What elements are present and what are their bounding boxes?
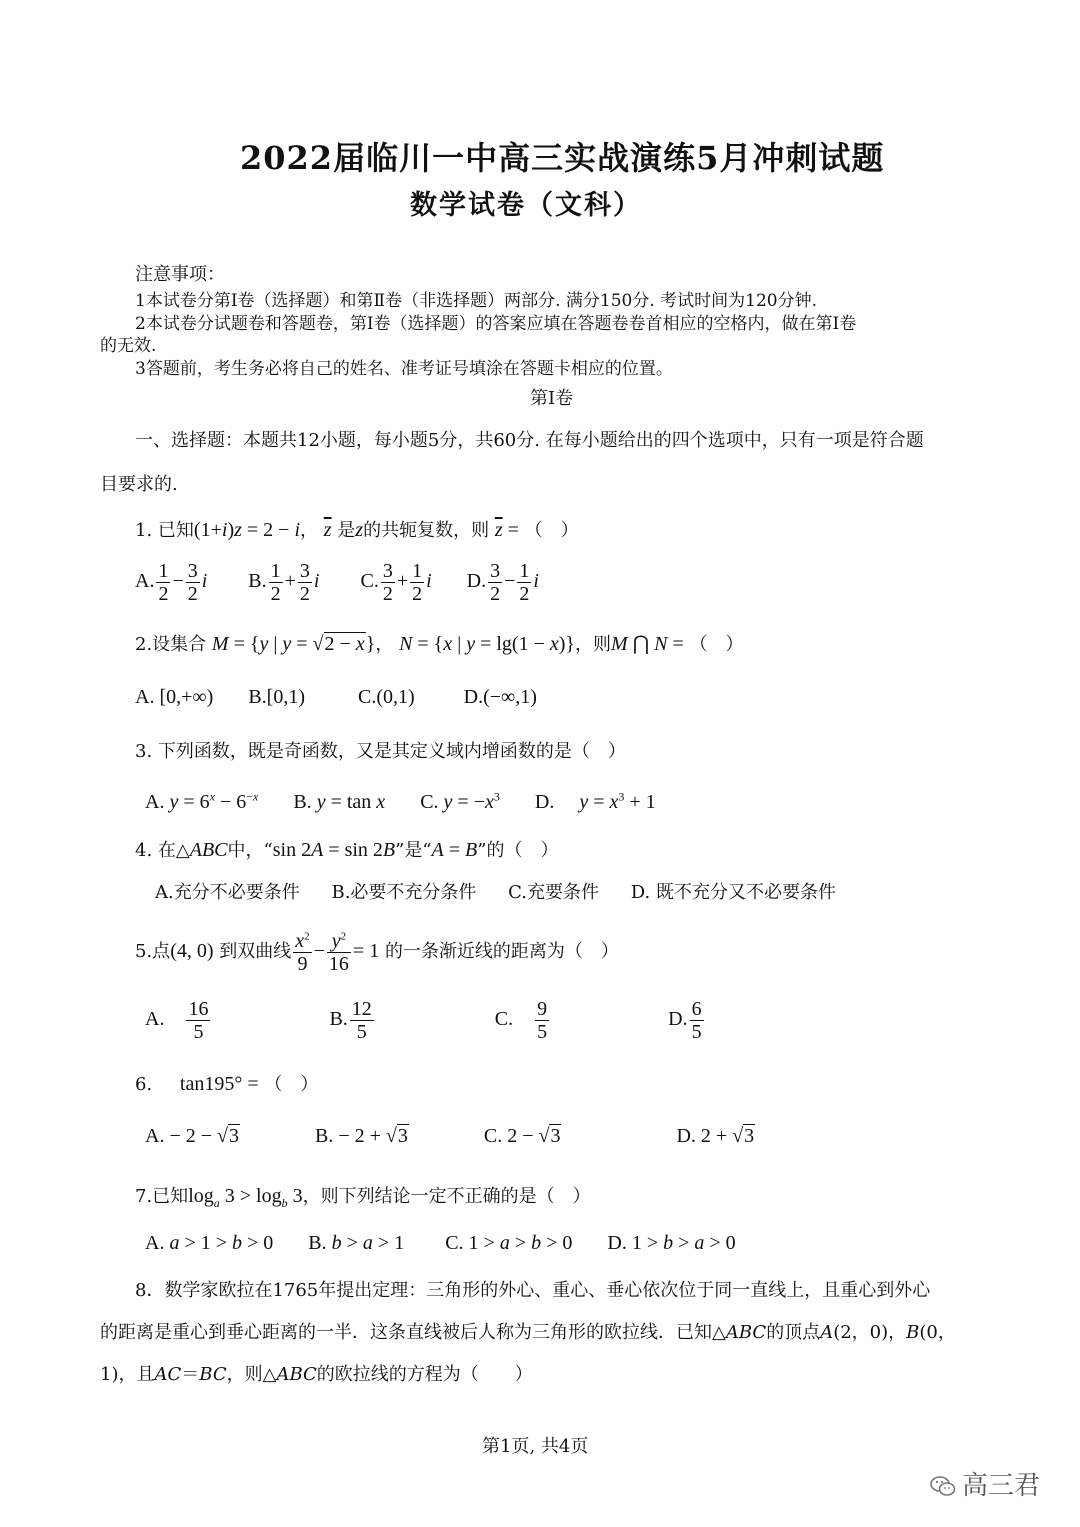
notice-heading: 注意事项：: [135, 264, 225, 285]
q1-option-b: B. $\frac{1}{2}$ + $\frac{3}{2}$ i: [248, 560, 320, 605]
q2-option-b: B.[0,1): [248, 686, 305, 708]
q7-option-a: A. a > 1 > b > 0: [145, 1232, 274, 1254]
q1-option-c: C. $\frac{3}{2}$ + $\frac{1}{2}$ i: [360, 560, 432, 605]
page-footer: 第1页, 共4页: [482, 1436, 589, 1457]
q4-option-d: D. 既不充分又不必要条件: [630, 882, 836, 903]
question-5: 5.点(4, 0) 到双曲线 $\frac{x^2}{9}$ − $\frac{y^2}{16}$ = 1 的一条渐近线的距离为（ ）: [135, 930, 619, 975]
section-heading: 一、选择题：本题共12小题，每小题5分，共60分. 在每小题给出的四个选项中，只有一项是符合题: [135, 430, 924, 451]
question-8-line-2: 的距离是重心到垂心距离的一半．这条直线被后人称为三角形的欧拉线．已知△ABC的顶点A(2，0)，B(0，: [100, 1322, 956, 1343]
question-2-options: [135, 686, 537, 709]
question-4: 4. 在△ABC中，“sin 2A = sin 2B”是“A = B”的（ ）: [135, 839, 559, 861]
q1-conj: $\overline{z}$: [323, 519, 332, 541]
question-6: 6. tan195° = （ ）: [135, 1073, 319, 1095]
question-2: 2.设集合 M = {y | y = √2 − x}， N = {x | y = lg(1 − x)}，则M ⋂ N = （ ）: [135, 633, 744, 655]
q1-expr: (1+i)z = 2 − i: [193, 519, 301, 541]
notice-item-2: 2本试卷分试题卷和答题卷，第Ⅰ卷（选择题）的答案应填在答题卷卷首相应的空格内，做在第Ⅰ卷: [135, 314, 857, 334]
watermark-text: 高三君: [962, 1471, 1041, 1501]
q7-option-b: B. b > a > 1: [308, 1232, 405, 1254]
question-6-options: [145, 1125, 755, 1148]
q6-option-c: C. 2 − √3: [483, 1125, 561, 1147]
q4-option-a: A.充分不必要条件: [155, 882, 300, 903]
question-1-options: [135, 560, 539, 605]
question-1: 1. 已知(1+i)z = 2 − i， $\overline{z}$ 是z的共轭复数，则 $\overline{z}$ = （ ）: [135, 519, 579, 541]
q3-option-c: C. $y = -x^3$: [420, 789, 500, 813]
q3-option-b: B. y = tan x: [293, 791, 386, 813]
q5-option-b: B. $\frac{12}{5}$: [329, 998, 372, 1043]
q1-option-a: A. $\frac{1}{2}$ − $\frac{3}{2}$ i: [135, 560, 208, 605]
q6-option-d: D. 2 + √3: [676, 1125, 755, 1147]
question-3: 3. 下列函数，既是奇函数，又是其定义域内增函数的是（ ）: [135, 741, 626, 762]
q2-option-d: D.(−∞,1): [463, 686, 537, 708]
question-8-line-1: 8．数学家欧拉在1765年提出定理：三角形的外心、重心、垂心依次位于同一直线上，且重心到外心: [135, 1280, 931, 1301]
q4-option-b: B.必要不充分条件: [331, 882, 477, 903]
part-heading: 第Ⅰ卷: [530, 388, 574, 409]
q7-option-c: C. 1 > a > b > 0: [445, 1232, 573, 1254]
watermark: [930, 1465, 1040, 1502]
q5-option-d: D. $\frac{6}{5}$: [668, 998, 702, 1043]
page-subtitle: 数学试卷（文科）: [410, 190, 642, 221]
q7-option-d: D. 1 > b > a > 0: [607, 1232, 736, 1254]
q3-option-d: D. $y = x^3 + 1$: [534, 789, 656, 813]
q1-option-d: D. $\frac{3}{2}$ − $\frac{1}{2}$ i: [466, 560, 539, 605]
section-heading-cont: 目要求的.: [100, 474, 178, 495]
question-4-options: [155, 878, 836, 904]
notice-item-2-cont: 的无效.: [100, 336, 157, 356]
q5-option-c: C. $\frac{9}{5}$: [494, 998, 548, 1043]
question-7: 7.已知$\log_a 3 > \log_b 3$，则下列结论一定不正确的是（ ）: [135, 1185, 591, 1210]
notice-item-1: 1本试卷分第Ⅰ卷（选择题）和第Ⅱ卷（非选择题）两部分. 满分150分. 考试时间为120分钟.: [135, 291, 817, 311]
wechat-icon: [930, 1475, 956, 1497]
question-5-options: [145, 998, 706, 1043]
question-3-options: [145, 785, 656, 814]
question-8-line-3: 1)，且AC＝BC，则△ABC的欧拉线的方程为（ ）: [100, 1364, 533, 1385]
q2-option-c: C.(0,1): [357, 686, 415, 708]
q6-option-b: B. − 2 + √3: [314, 1125, 408, 1147]
q5-option-a: A. $\frac{16}{5}$: [145, 998, 209, 1043]
q2-option-a: A. [0,+∞): [135, 686, 214, 708]
q3-option-a: A. $y = 6^x - 6^{-x}$: [145, 789, 259, 813]
notice-item-3: 3答题前，考生务必将自己的姓名、准考证号填涂在答题卡相应的位置。: [135, 359, 673, 379]
q6-option-a: A. − 2 − √3: [145, 1125, 239, 1147]
question-7-options: [145, 1232, 736, 1255]
q4-option-c: C.充要条件: [508, 882, 600, 903]
page-title: 2022届临川一中高三实战演练5月冲刺试题: [240, 139, 885, 177]
